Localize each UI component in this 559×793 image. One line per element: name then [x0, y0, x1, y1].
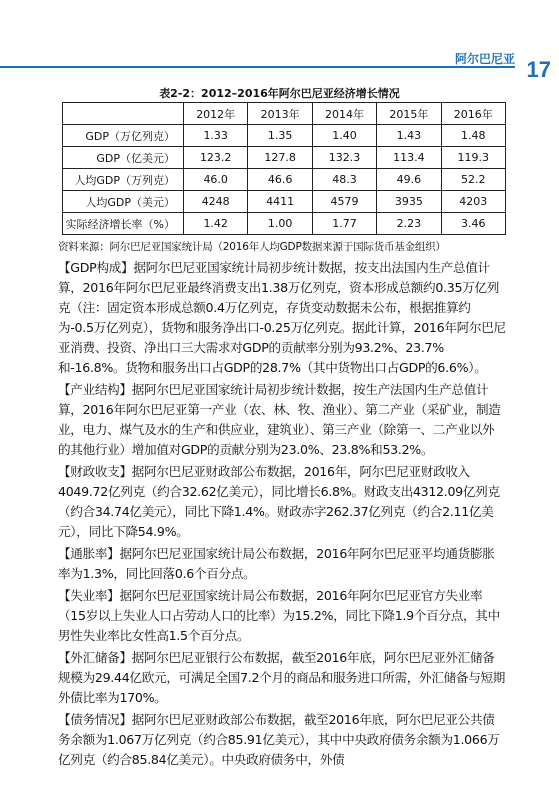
section-tag: 【通胀率】	[58, 546, 120, 561]
table-cell: 1.48	[441, 125, 505, 147]
paragraph-unemployment	[58, 586, 506, 646]
section-tag: 【债务情况】	[58, 712, 132, 727]
paragraph-text: 据阿尔巴尼亚国家统计局公布数据，2016年阿尔巴尼亚平均通货膨胀率为1.3%，同比回落0.6个百分点。	[58, 546, 495, 581]
table-cell: 119.3	[441, 147, 505, 169]
table-row	[63, 191, 506, 213]
table-cell: 123.2	[184, 147, 248, 169]
table-source-note: 资料来源：阿尔巴尼亚国家统计局（2016年人均GDP数据来源于国际货币基金组织）	[58, 241, 446, 253]
table-cell: 4203	[441, 191, 505, 213]
table-cell: 3.46	[441, 213, 505, 235]
row-label: 人均GDP（美元）	[63, 191, 184, 213]
table-header-cell: 2013年	[248, 103, 312, 125]
table-cell: 127.8	[248, 147, 312, 169]
section-tag: 【产业结构】	[58, 382, 132, 397]
paragraph-text: 据阿尔巴尼亚国家统计局初步统计数据，按生产法国内生产总值计算，2016年阿尔巴尼亚第一产业（农、林、牧、渔业）、第二产业（采矿业，制造业，电力、煤气及水的生产和供应业，建筑业）、第三产业（除第一、二产业以外的其他行业）增加值对GDP的贡献分别为23.0%、23.8%和53.2%。	[58, 382, 501, 457]
table-cell: 48.3	[312, 169, 376, 191]
paragraph-industry-structure	[58, 380, 506, 460]
paragraph-fiscal	[58, 462, 506, 542]
table-row	[63, 125, 506, 147]
table-cell: 3935	[377, 191, 441, 213]
table-header-cell: 2015年	[377, 103, 441, 125]
table-row	[63, 147, 506, 169]
table-title: 表2-2：2012–2016年阿尔巴尼亚经济增长情况	[159, 87, 400, 100]
body-text	[58, 258, 506, 772]
country-header: 阿尔巴尼亚	[454, 52, 515, 66]
paragraph-text: 据阿尔巴尼亚财政部公布数据，截至2016年底，阿尔巴尼亚公共债务余额为1.067万亿列克（约合85.91亿美元），其中中央政府债务余额为1.066万亿列克（约合85.84亿美元）。中央政府债务中，外债	[58, 712, 500, 767]
table-cell: 113.4	[377, 147, 441, 169]
table-cell: 1.33	[184, 125, 248, 147]
table-cell: 1.40	[312, 125, 376, 147]
paragraph-text: 据阿尔巴尼亚国家统计局初步统计数据，按支出法国内生产总值计算，2016年阿尔巴尼亚最终消费支出1.38万亿列克，资本形成总额约0.35万亿列克（注：固定资本形成总额0.4万亿列克，存货变动数据未公布，根据推算约为-0.5万亿列克），货物和服务净出口-0.25万亿列克。据此计算，2016年阿尔巴尼亚消费、投资、净出口三大需求对GDP的贡献率分别为93.2%、23.7%和-16.8%。货物和服务出口占GDP的28.7%（其中货物出口占GDP的6.6%）。	[58, 260, 506, 375]
paragraph-fx-reserves	[58, 648, 506, 708]
table-cell: 4248	[184, 191, 248, 213]
section-tag: 【失业率】	[58, 588, 120, 603]
table-cell: 46.0	[184, 169, 248, 191]
table-header-cell: 2014年	[312, 103, 376, 125]
section-tag: 【财政收支】	[58, 464, 132, 479]
paragraph-gdp-composition	[58, 258, 506, 378]
table-cell: 2.23	[377, 213, 441, 235]
table-cell: 132.3	[312, 147, 376, 169]
table-cell: 46.6	[248, 169, 312, 191]
economic-growth-table	[62, 102, 506, 235]
table-header-cell: 2016年	[441, 103, 505, 125]
table-header-cell: 2012年	[184, 103, 248, 125]
header-rule	[0, 66, 515, 68]
table-header-row	[63, 103, 506, 125]
paragraph-inflation	[58, 544, 506, 584]
paragraph-text: 据阿尔巴尼亚国家统计局公布数据，2016年阿尔巴尼亚官方失业率（15岁以上失业人口占劳动人口的比率）为15.2%，同比下降1.9个百分点，其中男性失业率比女性高1.5个百分点。	[58, 588, 500, 643]
table-row	[63, 213, 506, 235]
section-tag: 【外汇储备】	[58, 650, 132, 665]
page-number: 17	[526, 57, 551, 82]
table-cell: 1.42	[184, 213, 248, 235]
table-row	[63, 169, 506, 191]
section-tag: 【GDP构成】	[58, 260, 134, 275]
table-cell: 1.77	[312, 213, 376, 235]
table-cell: 4411	[248, 191, 312, 213]
row-label: GDP（万亿列克）	[63, 125, 184, 147]
paragraph-text: 据阿尔巴尼亚财政部公布数据，2016年，阿尔巴尼亚财政收入4049.72亿列克（约合32.62亿美元），同比增长6.8%。财政支出4312.09亿列克（约合34.74亿美元），同比下降1.4%。财政赤字262.37亿列克（约合2.11亿美元），同比下降54.9%。	[58, 464, 500, 539]
table-cell: 4579	[312, 191, 376, 213]
table-cell: 1.00	[248, 213, 312, 235]
row-label: 人均GDP（万列克）	[63, 169, 184, 191]
table-header-cell	[63, 103, 184, 125]
paragraph-debt	[58, 710, 506, 770]
table-cell: 1.43	[377, 125, 441, 147]
table-cell: 1.35	[248, 125, 312, 147]
row-label: GDP（亿美元）	[63, 147, 184, 169]
table-cell: 49.6	[377, 169, 441, 191]
table-cell: 52.2	[441, 169, 505, 191]
row-label: 实际经济增长率（%）	[63, 213, 184, 235]
paragraph-text: 据阿尔巴尼亚银行公布数据，截至2016年底，阿尔巴尼亚外汇储备规模为29.44亿欧元，可满足全国7.2个月的商品和服务进口所需，外汇储备与短期外债比率为170%。	[58, 650, 506, 705]
